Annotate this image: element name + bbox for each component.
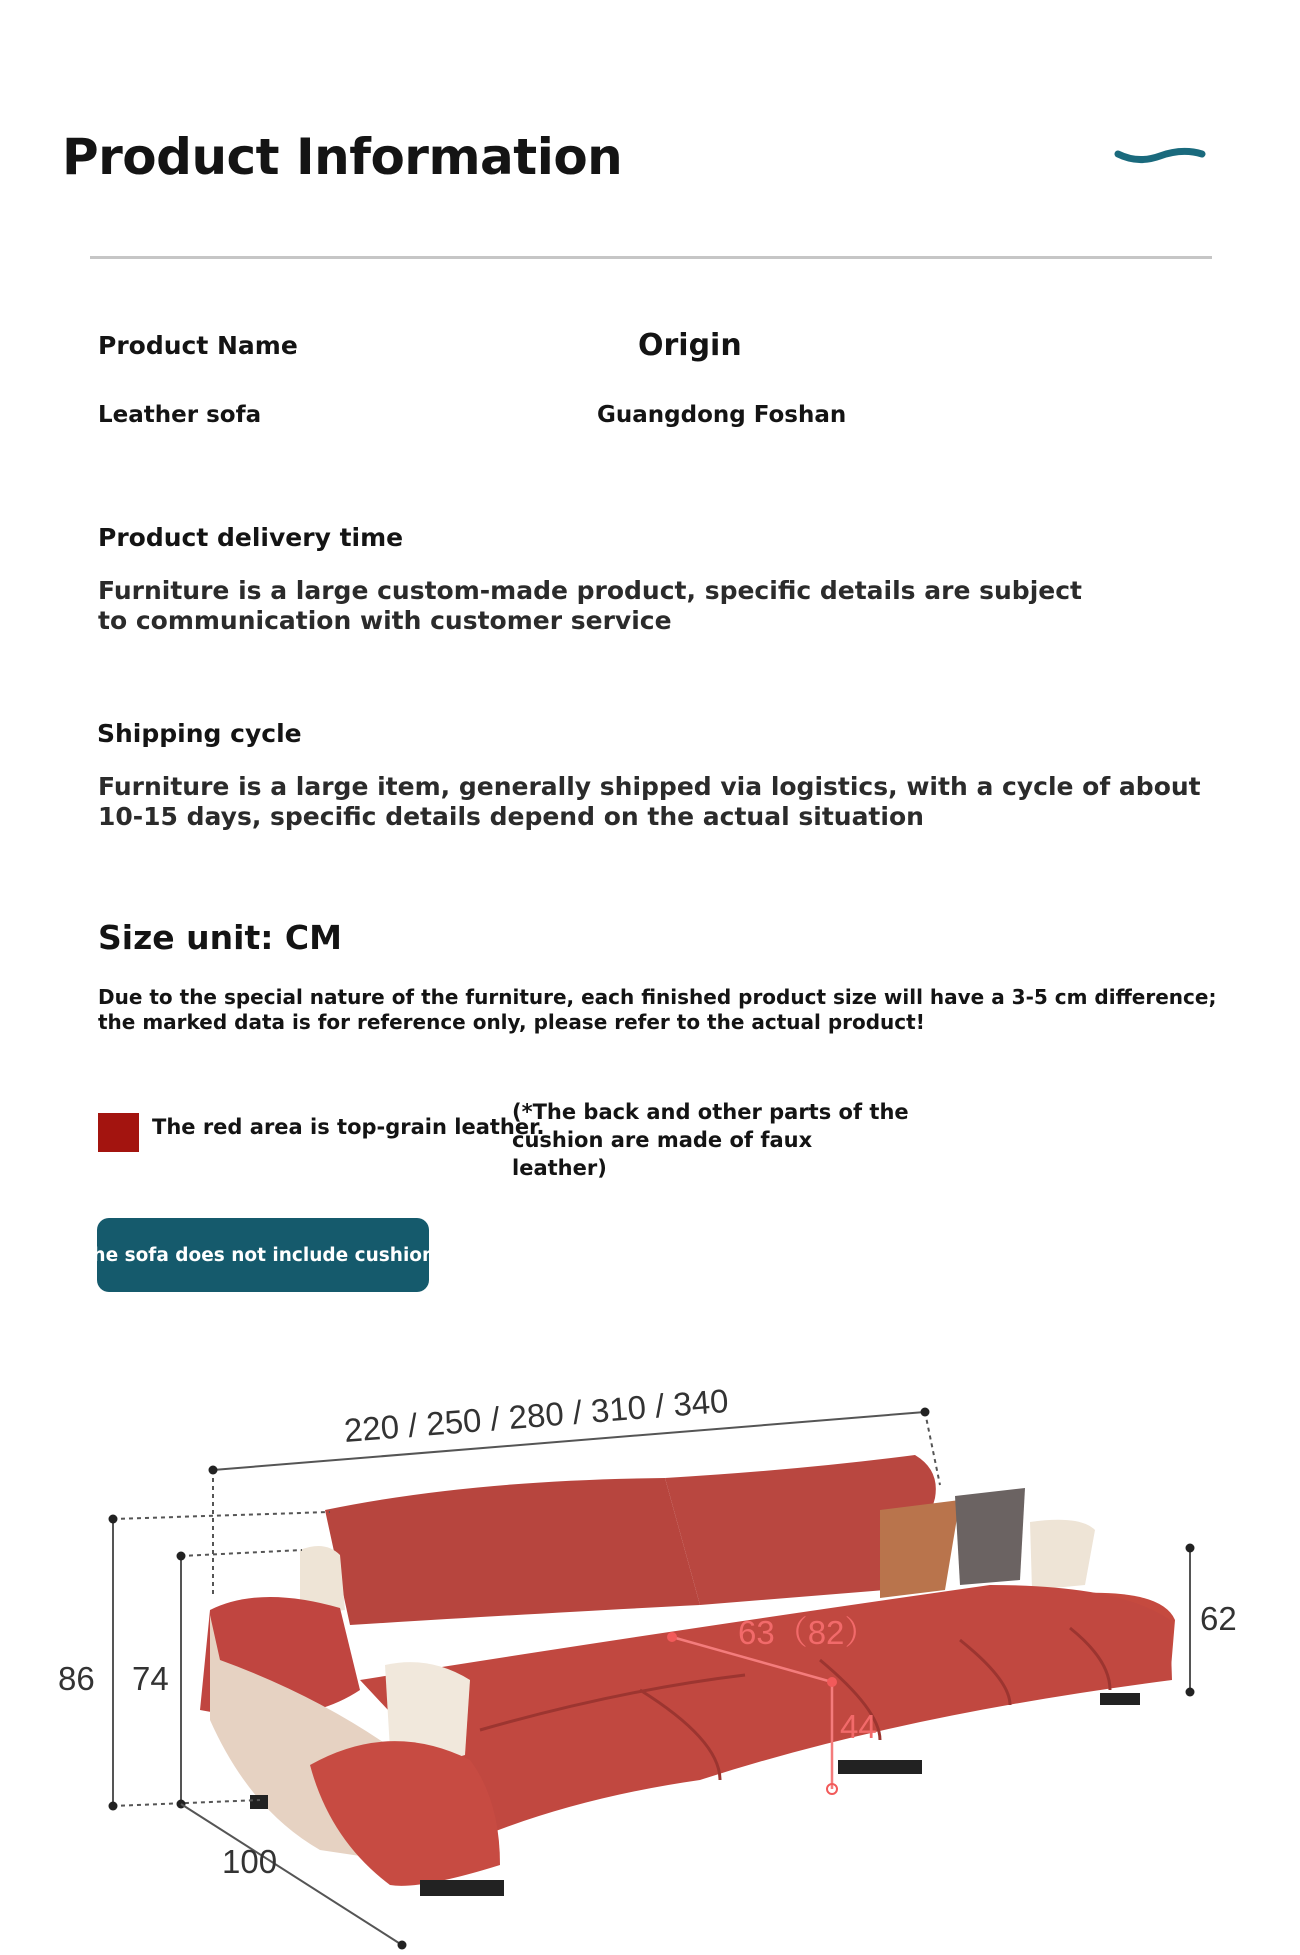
- shipping-cycle-text: Furniture is a large item, generally shipped via logistics, with a cycle of about 10-15 days, specific details depend on the actual situation: [98, 772, 1201, 831]
- leather-color-swatch: [98, 1113, 139, 1152]
- width-dimension: 220 / 250 / 280 / 310 / 340: [342, 1381, 730, 1449]
- shipping-cycle-label: Shipping cycle: [97, 719, 302, 748]
- legend-faux-leather: (*The back and other parts of the cushion are made of faux leather): [512, 1100, 909, 1180]
- total-height-dimension: 86: [58, 1660, 95, 1697]
- depth-dimension: 100: [222, 1843, 278, 1880]
- back-height-dimension: 62: [1200, 1600, 1237, 1637]
- no-cushions-badge: The sofa does not include cushions: [97, 1218, 429, 1292]
- page-title: Product Information: [62, 128, 623, 186]
- sofa-dimension-diagram: [0, 1360, 1300, 1955]
- size-unit-heading: Size unit: CM: [98, 918, 342, 957]
- arm-height-dimension: 74: [132, 1660, 169, 1697]
- origin-label: Origin: [638, 328, 742, 363]
- delivery-time-text: Furniture is a large custom-made product, specific details are subject to communication with customer service: [98, 576, 1082, 635]
- size-disclaimer: Due to the special nature of the furniture, each finished product size will have a 3-5 cm difference; the marked data is for reference only, please refer to the actual product!: [98, 985, 1217, 1034]
- product-name-label: Product Name: [98, 331, 298, 360]
- divider: [90, 256, 1212, 259]
- wave-decoration-icon: [1110, 142, 1210, 172]
- legend-top-grain: The red area is top-grain leather.: [152, 1115, 545, 1139]
- origin-value: Guangdong Foshan: [597, 402, 847, 428]
- seat-height-dimension: 44: [840, 1708, 877, 1745]
- delivery-time-label: Product delivery time: [98, 523, 404, 552]
- seat-depth-dimension: 63（82）: [738, 1614, 878, 1651]
- sofa-illustration: [200, 1455, 1175, 1896]
- product-name-value: Leather sofa: [98, 402, 262, 428]
